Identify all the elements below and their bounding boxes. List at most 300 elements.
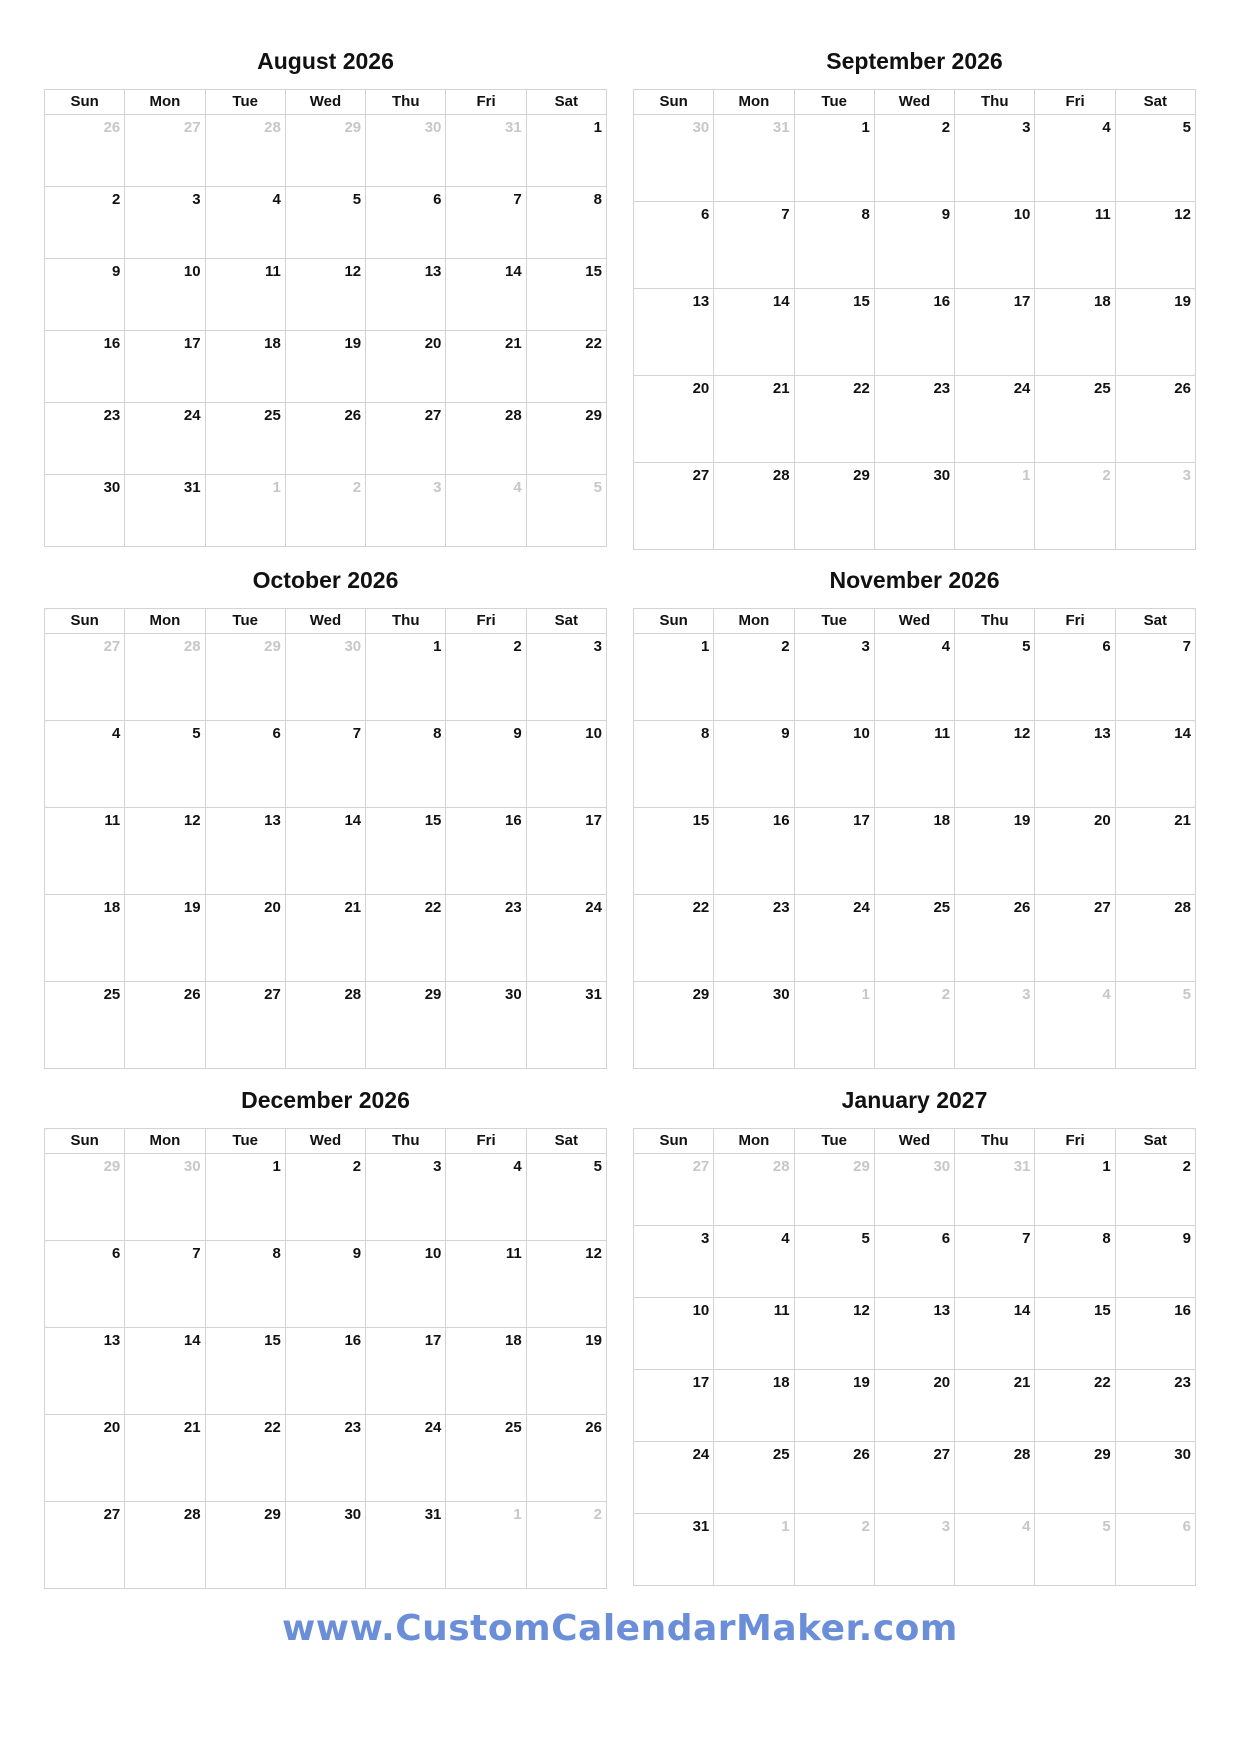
weekday-label: Thu (954, 1129, 1034, 1153)
day-cell: 18 (445, 1328, 525, 1414)
weekday-header (45, 90, 606, 115)
day-cell: 29 (794, 463, 874, 549)
day-cell: 1 (700, 638, 710, 655)
day-cell: 25 (205, 403, 285, 474)
weekday-label: Tue (205, 609, 285, 633)
adjacent-month-day-cell: 4 (1034, 982, 1114, 1068)
day-cell: 28 (1115, 895, 1195, 981)
day-cell: 8 (205, 1241, 285, 1327)
weekday-label: Mon (713, 90, 793, 114)
week-row (45, 982, 606, 1068)
day-cell: 8 (1034, 1226, 1114, 1297)
day-cell: 29 (1034, 1442, 1114, 1513)
adjacent-month-day-cell: 29 (794, 1154, 874, 1225)
day-cell: 24 (124, 403, 204, 474)
day-cell: 3 (365, 1154, 445, 1240)
day-cell: 21 (954, 1370, 1034, 1441)
day-cell: 9 (874, 202, 954, 288)
day-cell: 27 (205, 982, 285, 1068)
day-cell: 14 (285, 808, 365, 894)
day-cell: 21 (445, 331, 525, 402)
day-cell: 16 (713, 808, 793, 894)
weekday-header (45, 1129, 606, 1154)
day-cell: 14 (954, 1298, 1034, 1369)
day-cell: 22 (794, 376, 874, 462)
day-cell: 19 (285, 331, 365, 402)
day-cell: 9 (1115, 1226, 1195, 1297)
day-cell: 26 (954, 895, 1034, 981)
weekday-label: Sun (70, 612, 99, 629)
day-cell: 15 (1034, 1298, 1114, 1369)
month-title: November 2026 (829, 567, 1000, 593)
day-cell: 29 (692, 986, 710, 1003)
day-cell: 27 (1034, 895, 1114, 981)
day-cell: 15 (205, 1328, 285, 1414)
day-cell: 8 (526, 187, 606, 258)
day-cell: 31 (365, 1502, 445, 1588)
day-cell: 16 (1115, 1298, 1195, 1369)
week-row (45, 1328, 606, 1415)
weekday-label: Sun (659, 612, 688, 629)
day-cell: 28 (445, 403, 525, 474)
day-cell: 1 (365, 634, 445, 720)
week-row (634, 1442, 1195, 1514)
adjacent-month-day-cell: 28 (205, 115, 285, 186)
week-row (634, 289, 1195, 376)
day-cell: 12 (124, 808, 204, 894)
day-cell: 27 (874, 1442, 954, 1513)
day-cell: 9 (445, 721, 525, 807)
day-cell: 5 (954, 634, 1034, 720)
day-cell: 5 (124, 721, 204, 807)
adjacent-month-day-cell: 5 (1034, 1514, 1114, 1585)
day-cell: 27 (692, 467, 710, 484)
day-cell: 22 (205, 1415, 285, 1501)
adjacent-month-day-cell: 1 (954, 463, 1034, 549)
adjacent-month-day-cell: 31 (445, 115, 525, 186)
day-cell: 7 (713, 202, 793, 288)
month-title: January 2027 (841, 1087, 988, 1113)
weekday-label: Tue (205, 90, 285, 114)
week-row (45, 721, 606, 808)
day-cell: 23 (713, 895, 793, 981)
day-cell: 30 (445, 982, 525, 1068)
weekday-label: Fri (1034, 1129, 1114, 1153)
day-cell: 11 (205, 259, 285, 330)
adjacent-month-day-cell: 3 (1115, 463, 1195, 549)
day-cell: 7 (445, 187, 525, 258)
weekday-label: Mon (713, 1129, 793, 1153)
adjacent-month-day-cell: 2 (526, 1502, 606, 1588)
day-cell: 8 (794, 202, 874, 288)
day-cell: 4 (1034, 115, 1114, 201)
day-cell: 3 (954, 115, 1034, 201)
adjacent-month-day-cell: 2 (874, 982, 954, 1068)
day-cell: 23 (1115, 1370, 1195, 1441)
weekday-label: Mon (713, 609, 793, 633)
weekday-label: Mon (124, 609, 204, 633)
day-cell: 5 (526, 1154, 606, 1240)
day-cell: 3 (700, 1230, 710, 1247)
week-row (45, 1241, 606, 1328)
adjacent-month-day-cell: 29 (103, 1158, 121, 1175)
day-cell: 21 (285, 895, 365, 981)
day-cell: 21 (1115, 808, 1195, 894)
day-cell: 17 (365, 1328, 445, 1414)
day-cell: 18 (874, 808, 954, 894)
day-cell: 20 (874, 1370, 954, 1441)
day-cell: 27 (365, 403, 445, 474)
day-cell: 9 (285, 1241, 365, 1327)
day-cell: 14 (1115, 721, 1195, 807)
adjacent-month-day-cell: 5 (526, 475, 606, 546)
adjacent-month-day-cell: 3 (954, 982, 1034, 1068)
weekday-label: Wed (874, 609, 954, 633)
day-cell: 2 (874, 115, 954, 201)
day-cell: 19 (1115, 289, 1195, 375)
day-cell: 31 (526, 982, 606, 1068)
week-row (45, 1502, 606, 1588)
weekday-label: Wed (285, 1129, 365, 1153)
adjacent-month-day-cell: 30 (692, 119, 710, 136)
week-row (634, 1514, 1195, 1585)
weekday-label: Fri (445, 609, 525, 633)
month-calendar (633, 1077, 1196, 1586)
day-cell: 21 (713, 376, 793, 462)
day-cell: 30 (874, 463, 954, 549)
adjacent-month-day-cell: 31 (713, 115, 793, 201)
day-cell: 15 (365, 808, 445, 894)
month-calendar (633, 38, 1196, 550)
day-cell: 25 (445, 1415, 525, 1501)
day-cell: 10 (124, 259, 204, 330)
day-cell: 15 (794, 289, 874, 375)
day-cell: 13 (365, 259, 445, 330)
adjacent-month-day-cell: 28 (713, 1154, 793, 1225)
month-grid (44, 89, 607, 547)
weekday-label: Fri (1034, 90, 1114, 114)
day-cell: 14 (713, 289, 793, 375)
day-cell: 18 (103, 899, 121, 916)
weekday-header (634, 609, 1195, 634)
adjacent-month-day-cell: 1 (794, 982, 874, 1068)
day-cell: 23 (103, 407, 121, 424)
weekday-label: Sun (70, 93, 99, 110)
day-cell: 12 (526, 1241, 606, 1327)
day-cell: 17 (526, 808, 606, 894)
day-cell: 24 (692, 1446, 710, 1463)
week-row (634, 463, 1195, 549)
day-cell: 22 (526, 331, 606, 402)
weekday-label: Fri (445, 90, 525, 114)
month-calendar (633, 557, 1196, 1069)
day-cell: 8 (700, 725, 710, 742)
adjacent-month-day-cell: 30 (285, 634, 365, 720)
day-cell: 23 (874, 376, 954, 462)
weekday-label: Mon (124, 90, 204, 114)
weekday-label: Wed (874, 90, 954, 114)
day-cell: 16 (874, 289, 954, 375)
month-grid (633, 608, 1196, 1069)
day-cell: 16 (285, 1328, 365, 1414)
adjacent-month-day-cell: 31 (954, 1154, 1034, 1225)
week-row (45, 115, 606, 187)
day-cell: 18 (713, 1370, 793, 1441)
week-row (45, 1154, 606, 1241)
weekday-header (634, 90, 1195, 115)
day-cell: 26 (526, 1415, 606, 1501)
day-cell: 3 (124, 187, 204, 258)
day-cell: 30 (285, 1502, 365, 1588)
weekday-label: Sun (659, 93, 688, 110)
day-cell: 17 (794, 808, 874, 894)
day-cell: 9 (713, 721, 793, 807)
adjacent-month-day-cell: 3 (365, 475, 445, 546)
week-row (45, 331, 606, 403)
day-cell: 2 (713, 634, 793, 720)
day-cell: 28 (285, 982, 365, 1068)
day-cell: 6 (700, 206, 710, 223)
weekday-label: Sun (659, 1132, 688, 1149)
adjacent-month-day-cell: 29 (285, 115, 365, 186)
day-cell: 3 (794, 634, 874, 720)
day-cell: 26 (1115, 376, 1195, 462)
week-row (634, 808, 1195, 895)
month-calendar (44, 557, 607, 1069)
week-row (45, 895, 606, 982)
weekday-label: Sat (1115, 1129, 1195, 1153)
adjacent-month-day-cell: 27 (124, 115, 204, 186)
day-cell: 27 (103, 1506, 121, 1523)
day-cell: 16 (445, 808, 525, 894)
day-cell: 7 (124, 1241, 204, 1327)
weekday-header (45, 609, 606, 634)
day-cell: 6 (874, 1226, 954, 1297)
week-row (634, 1226, 1195, 1298)
day-cell: 2 (285, 1154, 365, 1240)
day-cell: 14 (445, 259, 525, 330)
adjacent-month-day-cell: 30 (365, 115, 445, 186)
day-cell: 22 (692, 899, 710, 916)
adjacent-month-day-cell: 6 (1115, 1514, 1195, 1585)
weekday-label: Sat (526, 1129, 606, 1153)
day-cell: 31 (692, 1518, 710, 1535)
day-cell: 25 (103, 986, 121, 1003)
month-grid (44, 608, 607, 1069)
week-row (634, 202, 1195, 289)
week-row (634, 982, 1195, 1068)
week-row (45, 634, 606, 721)
weekday-label: Sat (526, 90, 606, 114)
day-cell: 4 (445, 1154, 525, 1240)
weekday-label: Sat (1115, 90, 1195, 114)
day-cell: 28 (124, 1502, 204, 1588)
day-cell: 29 (526, 403, 606, 474)
month-title: October 2026 (252, 567, 399, 593)
day-cell: 15 (526, 259, 606, 330)
week-row (45, 259, 606, 331)
weekday-label: Thu (954, 90, 1034, 114)
adjacent-month-day-cell: 2 (794, 1514, 874, 1585)
day-cell: 6 (205, 721, 285, 807)
weekday-label: Thu (365, 1129, 445, 1153)
day-cell: 10 (365, 1241, 445, 1327)
weekday-header (634, 1129, 1195, 1154)
month-grid (633, 1128, 1196, 1586)
day-cell: 26 (794, 1442, 874, 1513)
adjacent-month-day-cell: 2 (1034, 463, 1114, 549)
day-cell: 31 (124, 475, 204, 546)
weekday-label: Wed (285, 90, 365, 114)
day-cell: 2 (111, 191, 121, 208)
day-cell: 20 (365, 331, 445, 402)
weekday-label: Sun (70, 1132, 99, 1149)
day-cell: 30 (103, 479, 121, 496)
day-cell: 21 (124, 1415, 204, 1501)
day-cell: 5 (285, 187, 365, 258)
day-cell: 5 (794, 1226, 874, 1297)
weekday-label: Tue (794, 1129, 874, 1153)
weekday-label: Thu (365, 90, 445, 114)
day-cell: 20 (103, 1419, 121, 1436)
week-row (45, 187, 606, 259)
week-row (45, 808, 606, 895)
day-cell: 17 (124, 331, 204, 402)
day-cell: 22 (1034, 1370, 1114, 1441)
week-row (634, 115, 1195, 202)
adjacent-month-day-cell: 4 (954, 1514, 1034, 1585)
day-cell: 29 (365, 982, 445, 1068)
week-row (634, 634, 1195, 721)
day-cell: 17 (954, 289, 1034, 375)
day-cell: 5 (1115, 115, 1195, 201)
weekday-label: Wed (285, 609, 365, 633)
day-cell: 19 (526, 1328, 606, 1414)
week-row (45, 1415, 606, 1502)
day-cell: 1 (526, 115, 606, 186)
weekday-label: Fri (445, 1129, 525, 1153)
weekday-label: Wed (874, 1129, 954, 1153)
day-cell: 14 (124, 1328, 204, 1414)
month-calendar (44, 1077, 607, 1589)
weekday-label: Tue (794, 609, 874, 633)
day-cell: 20 (1034, 808, 1114, 894)
day-cell: 24 (365, 1415, 445, 1501)
day-cell: 28 (954, 1442, 1034, 1513)
day-cell: 11 (1034, 202, 1114, 288)
adjacent-month-day-cell: 30 (124, 1154, 204, 1240)
day-cell: 11 (874, 721, 954, 807)
day-cell: 2 (1115, 1154, 1195, 1225)
day-cell: 15 (692, 812, 710, 829)
month-title: August 2026 (257, 48, 394, 74)
day-cell: 9 (111, 263, 121, 280)
adjacent-month-day-cell: 27 (692, 1158, 710, 1175)
day-cell: 7 (1115, 634, 1195, 720)
day-cell: 11 (445, 1241, 525, 1327)
day-cell: 10 (526, 721, 606, 807)
adjacent-month-day-cell: 1 (205, 475, 285, 546)
day-cell: 18 (1034, 289, 1114, 375)
adjacent-month-day-cell: 1 (445, 1502, 525, 1588)
month-title: December 2026 (241, 1087, 410, 1113)
weekday-label: Mon (124, 1129, 204, 1153)
day-cell: 4 (111, 725, 121, 742)
day-cell: 11 (713, 1298, 793, 1369)
day-cell: 1 (794, 115, 874, 201)
day-cell: 10 (954, 202, 1034, 288)
day-cell: 23 (285, 1415, 365, 1501)
day-cell: 13 (1034, 721, 1114, 807)
month-grid (633, 89, 1196, 550)
weekday-label: Tue (205, 1129, 285, 1153)
day-cell: 12 (954, 721, 1034, 807)
day-cell: 19 (954, 808, 1034, 894)
adjacent-month-day-cell: 27 (103, 638, 121, 655)
adjacent-month-day-cell: 1 (713, 1514, 793, 1585)
weekday-label: Thu (365, 609, 445, 633)
day-cell: 4 (874, 634, 954, 720)
day-cell: 25 (713, 1442, 793, 1513)
day-cell: 10 (692, 1302, 710, 1319)
day-cell: 28 (713, 463, 793, 549)
adjacent-month-day-cell: 2 (285, 475, 365, 546)
day-cell: 24 (954, 376, 1034, 462)
day-cell: 6 (365, 187, 445, 258)
day-cell: 20 (692, 380, 710, 397)
day-cell: 24 (794, 895, 874, 981)
adjacent-month-day-cell: 29 (205, 634, 285, 720)
week-row (634, 721, 1195, 808)
week-row (634, 1154, 1195, 1226)
day-cell: 30 (1115, 1442, 1195, 1513)
adjacent-month-day-cell: 28 (124, 634, 204, 720)
adjacent-month-day-cell: 4 (445, 475, 525, 546)
day-cell: 26 (285, 403, 365, 474)
day-cell: 19 (794, 1370, 874, 1441)
day-cell: 16 (103, 335, 121, 352)
day-cell: 25 (1034, 376, 1114, 462)
adjacent-month-day-cell: 5 (1115, 982, 1195, 1068)
day-cell: 1 (205, 1154, 285, 1240)
weekday-label: Sat (526, 609, 606, 633)
day-cell: 1 (1034, 1154, 1114, 1225)
day-cell: 24 (526, 895, 606, 981)
week-row (45, 403, 606, 475)
adjacent-month-day-cell: 26 (103, 119, 121, 136)
day-cell: 2 (445, 634, 525, 720)
day-cell: 4 (205, 187, 285, 258)
day-cell: 13 (692, 293, 710, 310)
month-calendar (44, 38, 607, 547)
day-cell: 13 (874, 1298, 954, 1369)
day-cell: 13 (103, 1332, 121, 1349)
day-cell: 30 (713, 982, 793, 1068)
day-cell: 17 (692, 1374, 710, 1391)
day-cell: 7 (954, 1226, 1034, 1297)
day-cell: 4 (713, 1226, 793, 1297)
day-cell: 29 (205, 1502, 285, 1588)
day-cell: 6 (1034, 634, 1114, 720)
adjacent-month-day-cell: 30 (874, 1154, 954, 1225)
week-row (634, 376, 1195, 463)
day-cell: 10 (794, 721, 874, 807)
day-cell: 25 (874, 895, 954, 981)
day-cell: 26 (124, 982, 204, 1068)
day-cell: 13 (205, 808, 285, 894)
day-cell: 12 (1115, 202, 1195, 288)
day-cell: 12 (285, 259, 365, 330)
